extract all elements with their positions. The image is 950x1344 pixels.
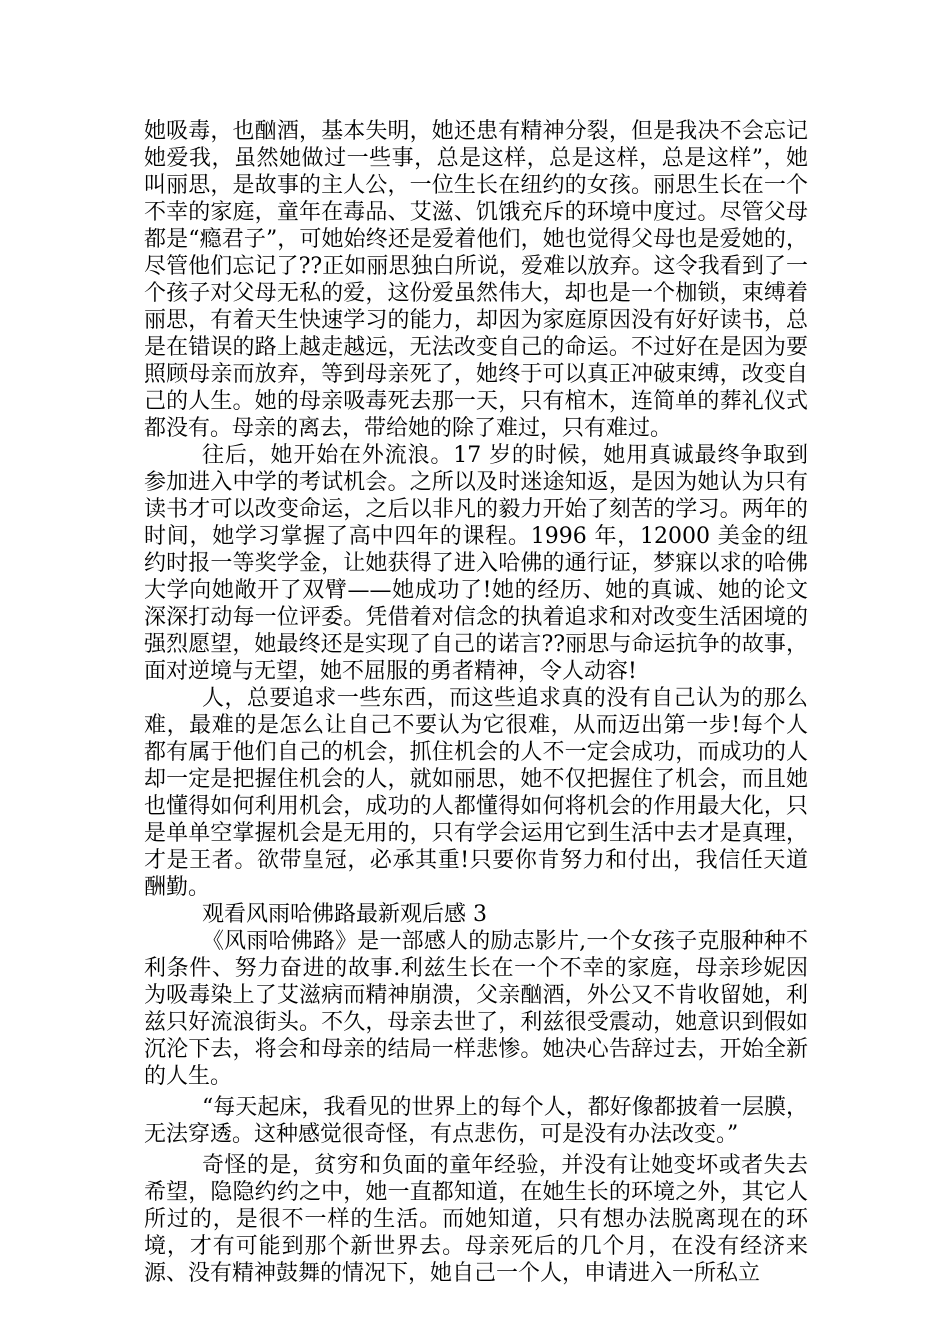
paragraph-6: 奇怪的是，贫穷和负面的童年经验，并没有让她变坏或者失去希望，隐隐约约之中，她一直都知道，在她生长的环境之外，其它人所过的，是很不一样的生活。而她知道，只有想办法脱离现在的环境，才有可能到那个新世界去。母亲死后的几个月，在没有经济来源、没有精神鼓舞的情况下，她自己一个人，申请进入一所私立 (144, 1153, 808, 1286)
paragraph-1: 她吸毒，也酗酒，基本失明，她还患有精神分裂，但是我决不会忘记她爱我，虽然她做过一些事，总是这样，总是这样，总是这样”，她叫丽思，是故事的主人公，一位生长在纽约的女孩。丽思生长在一个不幸的家庭，童年在毒品、艾滋、饥饿充斥的环境中度过。尽管父母都是“瘾君子”，可她始终还是爱着他们，她也觉得父母也是爱她的，尽管他们忘记了??正如丽思独白所说，爱难以放弃。这令我看到了一个孩子对父母无私的爱，这份爱虽然伟大，却也是一个枷锁，束缚着丽思，有着天生快速学习的能力，却因为家庭原因没有好好读书，总是在错误的路上越走越远，无法改变自己的命运。不过好在是因为要照顾母亲而放弃，等到母亲死了，她终于可以真正冲破束缚，改变自己的人生。她的母亲吸毒死去那一天，只有棺木，连简单的葬礼仪式都没有。母亲的离去，带给她的除了难过，只有难过。 (144, 119, 808, 441)
section-heading: 观看风雨哈佛路最新观后感 3 (202, 902, 487, 927)
paragraph-2: 往后，她开始在外流浪。17 岁的时候，她用真诚最终争取到参加进入中学的考试机会。之所以及时迷途知返，是因为她认为只有读书才可以改变命运，之后以非凡的毅力开始了刻苦的学习。两年的时间，她学习掌握了高中四年的课程。1996 年，12000 美金的纽约时报一等奖学金，让她获得了进入哈佛的通行证，梦寐以求的哈佛大学向她敞开了双臂——她成功了!她的经历、她的真诚、她的论文深深打动每一位评委。凭借着对信念的执着追求和对改变生活困境的强烈愿望，她最终还是实现了自己的诺言??丽思与命运抗争的故事，面对逆境与无望，她不屈服的勇者精神，令人动容! (144, 443, 808, 684)
paragraph-3: 人，总要追求一些东西，而这些追求真的没有自己认为的那么难，最难的是怎么让自己不要认为它很难，从而迈出第一步!每个人都有属于他们自己的机会，抓住机会的人不一定会成功，而成功的人却一定是把握住机会的人，就如丽思，她不仅把握住了机会，而且她也懂得如何利用机会，成功的人都懂得如何将机会的作用最大化，只是单单空掌握机会是无用的，只有学会运用它到生活中去才是真理，才是王者。欲带皇冠，必承其重!只要你肯努力和付出，我信任天道酬勤。 (144, 686, 808, 900)
document-page (144, 118, 808, 1287)
paragraph-4: 《风雨哈佛路》是一部感人的励志影片,一个女孩子克服种种不利条件、努力奋进的故事.利兹生长在一个不幸的家庭，母亲珍妮因为吸毒染上了艾滋病而精神崩溃，父亲酗酒，外公又不肯收留她，利兹只好流浪街头。不久，母亲去世了，利兹很受震动，她意识到假如沉沦下去，将会和母亲的结局一样悲惨。她决心告辞过去，开始全新的人生。 (144, 929, 808, 1089)
paragraph-5-quote: “每天起床，我看见的世界上的每个人，都好像都披着一层膜，无法穿透。这种感觉很奇怪，有点悲伤，可是没有办法改变。” (144, 1095, 808, 1147)
